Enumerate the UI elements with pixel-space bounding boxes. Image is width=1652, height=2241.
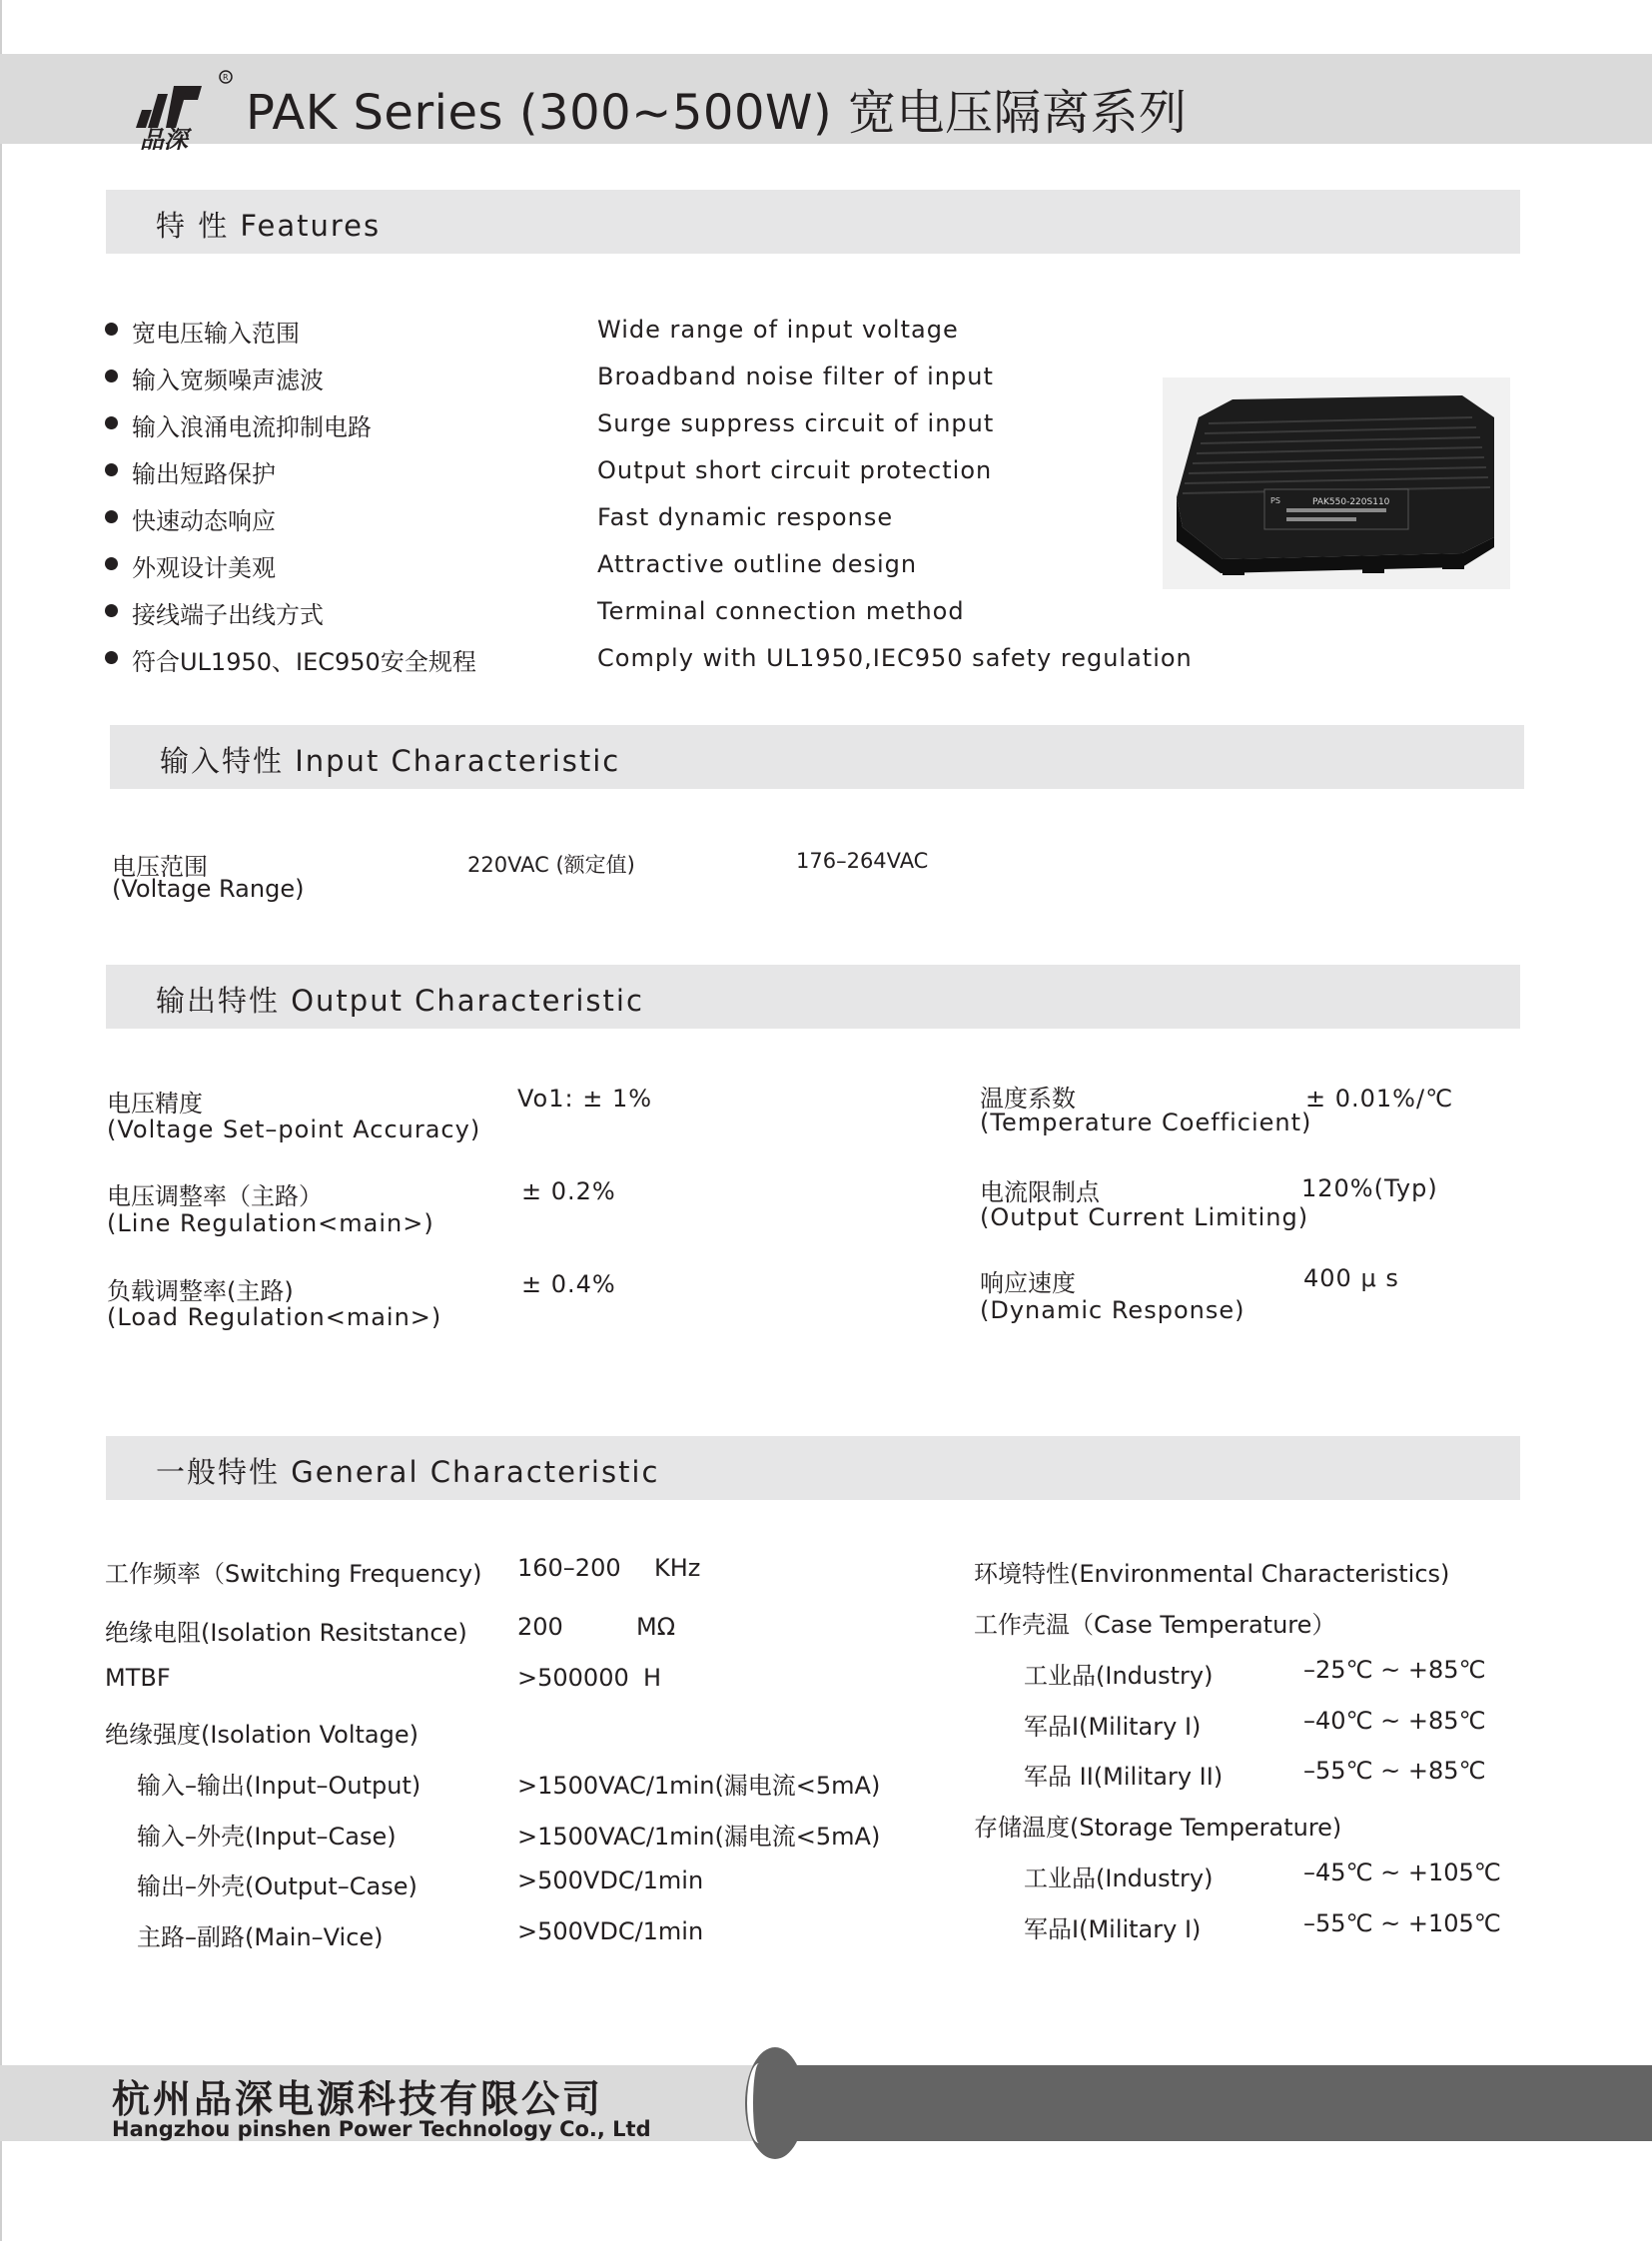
isolation-row-value: >500VDC/1min <box>517 1867 704 1894</box>
case-temp-row-value: –55℃ ~ +85℃ <box>1303 1757 1486 1785</box>
isolation-row-label: 输入–外壳(Input–Case) <box>137 1823 397 1851</box>
isolation-resistance-unit: MΩ <box>636 1613 676 1641</box>
output-section-bar <box>106 965 1520 1029</box>
storage-temp-row-value: –45℃ ~ +105℃ <box>1303 1859 1501 1886</box>
isolation-voltage-label: 绝缘强度(Isolation Voltage) <box>105 1721 418 1749</box>
logo-brand-text: 品深 <box>140 126 188 150</box>
feature-cn: 输入宽频噪声滤波 <box>132 367 324 394</box>
spec-label-en: (Output Current Limiting) <box>980 1203 1309 1231</box>
feature-en: Terminal connection method <box>597 597 965 625</box>
voltage-range-label-en: (Voltage Range) <box>112 875 305 903</box>
bullet-icon <box>105 416 118 429</box>
feature-en: Broadband noise filter of input <box>597 363 994 390</box>
feature-cn: 接线端子出线方式 <box>132 601 324 629</box>
bullet-icon <box>105 651 118 664</box>
bullet-icon <box>105 370 118 382</box>
voltage-range-label-cn: 电压范围 <box>112 853 208 881</box>
product-photo <box>1163 377 1510 589</box>
feature-en: Output short circuit protection <box>597 456 993 484</box>
company-name-en: Hangzhou pinshen Power Technology Co., Ltd <box>112 2117 651 2141</box>
footer-dark-panel <box>769 2065 1652 2141</box>
features-section-bar <box>106 190 1520 254</box>
spec-label-cn: 温度系数 <box>980 1085 1076 1113</box>
isolation-row-label: 主路–副路(Main–Vice) <box>137 1923 384 1951</box>
spec-label-cn: 电压精度 <box>107 1090 203 1118</box>
spec-value: ± 0.01%/℃ <box>1305 1085 1454 1113</box>
feature-en: Fast dynamic response <box>597 503 894 531</box>
feature-en: Comply with UL1950,IEC950 safety regulation <box>597 644 1193 672</box>
input-section-title: 输入特性 Input Characteristic <box>160 744 621 778</box>
company-name-cn: 杭州品深电源科技有限公司 <box>112 2077 604 2121</box>
storage-temp-row-label: 军品I(Military I) <box>1024 1915 1202 1943</box>
rated-voltage: 220VAC (额定值) <box>467 853 635 877</box>
spec-value: 120%(Typ) <box>1301 1174 1438 1202</box>
svg-text:R: R <box>223 73 229 82</box>
feature-cn: 输出短路保护 <box>132 460 276 488</box>
spec-value: Vo1: ± 1% <box>517 1085 653 1113</box>
feature-cn: 宽电压输入范围 <box>132 320 300 348</box>
case-temp-row-label: 工业品(Industry) <box>1024 1662 1214 1690</box>
bullet-icon <box>105 463 118 476</box>
isolation-row-value: >1500VAC/1min(漏电流<5mA) <box>517 1823 881 1851</box>
pinshen-logo <box>136 70 236 150</box>
feature-en: Attractive outline design <box>597 550 918 578</box>
feature-en: Surge suppress circuit of input <box>597 409 995 437</box>
isolation-resistance-label: 绝缘电阻(Isolation Resitstance) <box>105 1619 467 1647</box>
switching-frequency-label: 工作频率（Switching Frequency) <box>105 1560 482 1588</box>
spec-label-cn: 负载调整率(主路) <box>107 1277 294 1305</box>
environment-title: 环境特性(Environmental Characteristics) <box>974 1560 1450 1588</box>
storage-temp-row-label: 工业品(Industry) <box>1024 1865 1214 1892</box>
page-title: PAK Series (300~500W) 宽电压隔离系列 <box>246 85 1188 141</box>
case-temp-row-value: –25℃ ~ +85℃ <box>1303 1656 1486 1684</box>
spec-label-cn: 响应速度 <box>980 1269 1076 1297</box>
svg-text:PS: PS <box>1270 496 1280 505</box>
case-temperature-title: 工作壳温（Case Temperature） <box>974 1611 1336 1639</box>
isolation-row-label: 输出–外壳(Output–Case) <box>137 1872 417 1900</box>
bullet-icon <box>105 557 118 570</box>
general-section-title: 一般特性 General Characteristic <box>156 1455 660 1489</box>
spec-label-cn: 电压调整率（主路） <box>107 1182 323 1210</box>
spec-label-en: (Load Regulation<main>) <box>107 1303 442 1331</box>
output-section-title: 输出特性 Output Characteristic <box>156 984 644 1018</box>
spec-label-en: (Temperature Coefficient) <box>980 1109 1312 1136</box>
mtbf-unit: H <box>643 1664 662 1692</box>
spec-value: ± 0.4% <box>521 1270 616 1298</box>
switching-frequency-unit: KHz <box>654 1554 701 1582</box>
mtbf-label: MTBF <box>105 1664 171 1692</box>
mtbf-value: >500000 <box>517 1664 629 1692</box>
general-section-bar <box>106 1436 1520 1500</box>
spec-label-en: (Dynamic Response) <box>980 1296 1245 1324</box>
isolation-row-value: >1500VAC/1min(漏电流<5mA) <box>517 1772 881 1800</box>
footer-arc-accent <box>747 2063 771 2143</box>
storage-temp-row-value: –55℃ ~ +105℃ <box>1303 1909 1501 1937</box>
feature-en: Wide range of input voltage <box>597 316 959 344</box>
product-label-text: PAK550-220S110 <box>1312 497 1390 507</box>
switching-frequency-value: 160–200 <box>517 1554 621 1582</box>
input-section-bar <box>110 725 1524 789</box>
bullet-icon <box>105 510 118 523</box>
feature-cn: 外观设计美观 <box>132 554 276 582</box>
feature-cn: 输入浪涌电流抑制电路 <box>132 413 372 441</box>
spec-label-en: (Line Regulation<main>) <box>107 1209 434 1237</box>
features-section-title: 特 性 Features <box>156 209 382 243</box>
page-left-edge <box>0 0 2 2241</box>
spec-value: 400 μ s <box>1303 1264 1399 1292</box>
isolation-resistance-value: 200 <box>517 1613 563 1641</box>
spec-label-en: (Voltage Set–point Accuracy) <box>107 1116 481 1143</box>
isolation-row-label: 输入–输出(Input–Output) <box>137 1772 421 1800</box>
spec-value: ± 0.2% <box>521 1177 616 1205</box>
spec-label-cn: 电流限制点 <box>980 1178 1100 1206</box>
feature-cn: 快速动态响应 <box>132 507 276 535</box>
feature-cn: 符合UL1950、IEC950安全规程 <box>132 648 476 676</box>
voltage-range-value: 176–264VAC <box>796 849 929 873</box>
bullet-icon <box>105 323 118 336</box>
case-temp-row-label: 军品 II(Military II) <box>1024 1763 1224 1791</box>
case-temp-row-value: –40℃ ~ +85℃ <box>1303 1707 1486 1735</box>
storage-temperature-title: 存储温度(Storage Temperature) <box>974 1814 1342 1842</box>
case-temp-row-label: 军品I(Military I) <box>1024 1713 1202 1741</box>
bullet-icon <box>105 604 118 617</box>
isolation-row-value: >500VDC/1min <box>517 1917 704 1945</box>
